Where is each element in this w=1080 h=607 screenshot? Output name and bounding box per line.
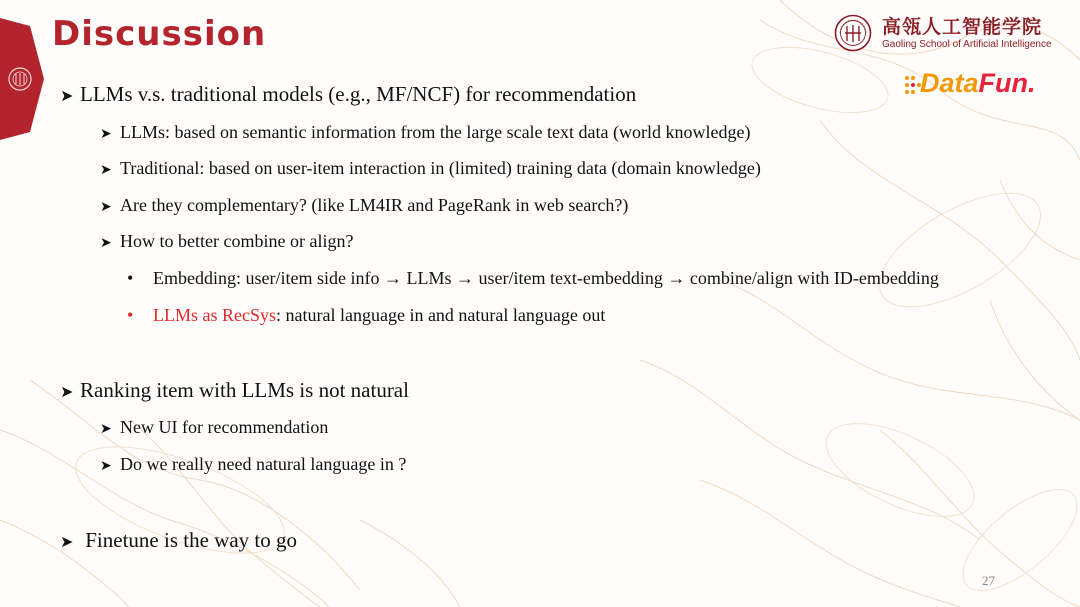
bullet-need-natural-language <box>100 454 406 475</box>
bullet-ranking-not-natural <box>60 378 409 403</box>
slide-title: Discussion <box>52 14 267 54</box>
bullet-arrow-icon: ➤ <box>100 162 112 178</box>
bullet-text: LLMs: based on semantic information from the large scale text data (world knowledge) <box>120 122 751 142</box>
bullet-combine-align <box>100 231 353 252</box>
page-number: 27 <box>982 573 995 588</box>
bullet-text: Are they complementary? (like LM4IR and PageRank in web search?) <box>120 195 629 215</box>
bullet-text: Traditional: based on user-item interaction in (limited) training data (domain knowledge) <box>120 158 761 178</box>
gaoling-logo <box>834 12 1054 56</box>
bullet-arrow-icon: ➤ <box>100 458 112 474</box>
bullet-text: Do we really need natural language in ? <box>120 454 407 474</box>
bullet-llms-as-recsys <box>127 305 605 326</box>
bullet-llms-vs-traditional <box>60 82 636 107</box>
bullet-arrow-icon: ➤ <box>100 199 112 215</box>
bullet-arrow-icon: ➤ <box>60 86 74 105</box>
bullet-arrow-icon: ➤ <box>100 126 112 142</box>
left-red-tab <box>0 18 44 140</box>
bullet-text: LLMs v.s. traditional models (e.g., MF/NCF) for recommendation <box>80 82 637 106</box>
bullet-text: How to better combine or align? <box>120 231 354 251</box>
datafun-logo-part1: Data <box>920 68 979 98</box>
bullet-new-ui <box>100 417 328 438</box>
bullet-text: New UI for recommendation <box>120 417 329 437</box>
gaoling-seal-icon <box>834 14 872 52</box>
bullet-dot-icon: • <box>127 268 134 288</box>
datafun-logo-part2: Fun. <box>978 68 1036 98</box>
bullet-text: : natural language in and natural language out <box>276 305 606 325</box>
bullet-llms-semantic <box>100 122 750 143</box>
bullet-text: Ranking item with LLMs is not natural <box>80 378 409 402</box>
bullet-arrow-icon: ➤ <box>60 532 74 551</box>
bullet-traditional-interaction <box>100 158 761 179</box>
bullet-arrow-icon: ➤ <box>60 382 74 401</box>
bullet-finetune <box>60 528 297 553</box>
gaoling-logo-cn-name: 高瓴人工智能学院 <box>882 16 1043 38</box>
bullet-text: Finetune is the way to go <box>80 528 297 552</box>
datafun-logo-text <box>920 68 1036 99</box>
datafun-logo <box>904 66 1034 106</box>
gaoling-logo-en-name: Gaoling School of Artificial Intelligence <box>882 39 1052 50</box>
bullet-text: Embedding: user/item side info → LLMs → user/item text-embedding → combine/align with ID-embedding <box>153 268 939 288</box>
bullet-complementary <box>100 195 628 216</box>
bullet-embedding <box>127 268 939 289</box>
bullet-dot-icon: • <box>127 305 134 325</box>
bullet-arrow-icon: ➤ <box>100 235 112 251</box>
bullet-highlight-text: LLMs as RecSys <box>153 305 276 325</box>
bullet-arrow-icon: ➤ <box>100 421 112 437</box>
